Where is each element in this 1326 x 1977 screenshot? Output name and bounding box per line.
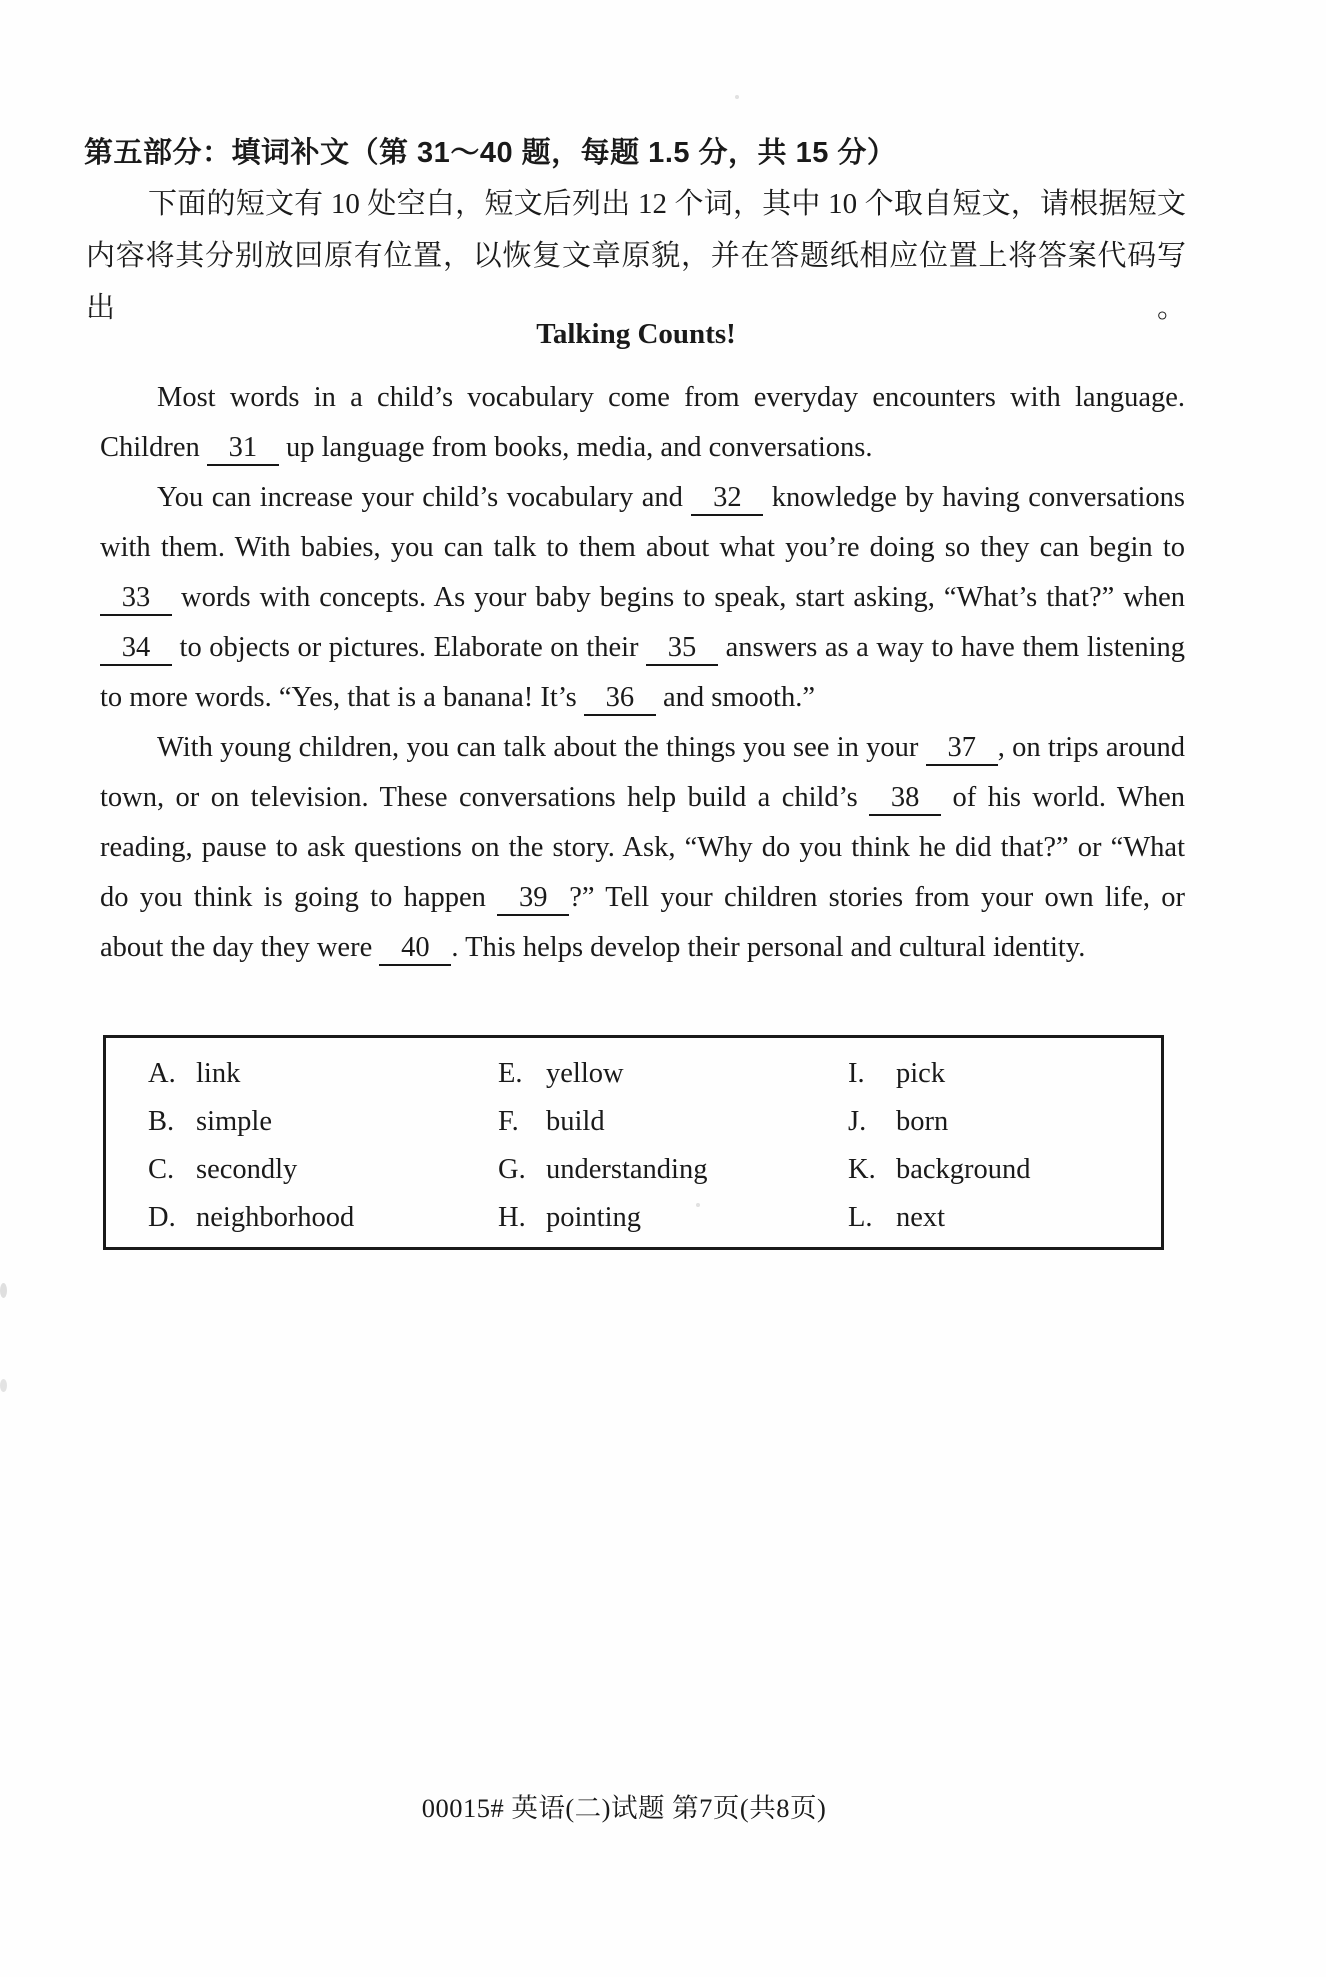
word-bank-column-1 <box>148 1050 498 1247</box>
blank-38: 38 <box>869 782 941 816</box>
passage-paragraph-1: Most words in a child’s vocabulary come from everyday encounters with language. Children 31 up language from books, media, and conversations. <box>100 373 1185 473</box>
passage <box>100 373 1185 973</box>
word-option-D <box>148 1194 498 1242</box>
word-option-E <box>498 1050 848 1098</box>
passage-paragraph-2: You can increase your child’s vocabulary and 32 knowledge by having conversations with them. With babies, you can talk to them about what you’re doing so they can begin to 33 words with concepts. As your baby begins to speak, start asking, “What’s that?” when 34 to objects or pictures. Elaborate on their 35 answers as a way to have them listening to more words. “Yes, that is a banana! It’s 36 and smooth.” <box>100 473 1185 723</box>
blank-35: 35 <box>646 632 718 666</box>
word-option-H <box>498 1194 848 1242</box>
option-word: born <box>896 1106 949 1137</box>
option-word: neighborhood <box>196 1202 355 1233</box>
blank-39: 39 <box>497 882 569 916</box>
option-letter: L. <box>848 1202 873 1233</box>
option-word: pointing <box>546 1202 642 1233</box>
blank-37: 37 <box>926 732 998 766</box>
page-footer: 00015# 英语(二)试题 第7页(共8页) <box>421 1793 827 1823</box>
option-word: understanding <box>546 1154 708 1185</box>
word-option-I <box>848 1050 1031 1098</box>
word-bank-column-2 <box>498 1050 848 1247</box>
option-letter: I. <box>848 1058 865 1089</box>
instructions <box>86 178 1186 334</box>
option-letter: F. <box>498 1106 519 1137</box>
option-letter: D. <box>148 1202 176 1233</box>
option-letter: A. <box>148 1058 176 1089</box>
option-word: next <box>896 1202 946 1233</box>
scan-artifact <box>696 1203 700 1207</box>
option-letter: H. <box>498 1202 526 1233</box>
word-option-J <box>848 1098 1031 1146</box>
word-option-A <box>148 1050 498 1098</box>
option-word: pick <box>896 1058 946 1089</box>
instructions-line-2: 内容将其分别放回原有位置，以恢复文章原貌，并在答题纸相应位置上将答案代码写出。 <box>86 240 1186 324</box>
word-option-C <box>148 1146 498 1194</box>
option-word: yellow <box>546 1058 624 1089</box>
word-bank-box <box>103 1035 1164 1250</box>
blank-34: 34 <box>100 632 172 666</box>
blank-40: 40 <box>379 932 451 966</box>
word-bank-column-3 <box>848 1050 1031 1247</box>
scan-artifact <box>0 1283 7 1298</box>
word-option-B <box>148 1098 498 1146</box>
option-word: background <box>896 1154 1031 1185</box>
option-letter: K. <box>848 1154 876 1185</box>
instructions-line-1: 下面的短文有 10 处空白，短文后列出 12 个词，其中 10 个取自短文，请根据短文 <box>148 188 1186 220</box>
blank-36: 36 <box>584 682 656 716</box>
passage-title: Talking Counts! <box>536 318 736 350</box>
word-option-F <box>498 1098 848 1146</box>
word-option-K <box>848 1146 1031 1194</box>
section-header: 第五部分：填词补文（第 31～40 题，每题 1.5 分，共 15 分） <box>84 137 897 169</box>
option-word: secondly <box>196 1154 298 1185</box>
option-letter: J. <box>848 1106 867 1137</box>
blank-31: 31 <box>207 432 279 466</box>
scan-artifact <box>0 1379 7 1392</box>
scan-artifact <box>735 95 739 99</box>
passage-paragraph-3: With young children, you can talk about the things you see in your 37 , on trips around town, or on television. These conversations help build a child’s 38 of his world. When reading, pause to ask questions on the story. Ask, “Why do you think he did that?” or “What do you think is going to happen 39 ?” Tell your children stories from your own life, or about the day they were 40 . This helps develop their personal and cultural identity. <box>100 723 1185 973</box>
option-letter: E. <box>498 1058 523 1089</box>
option-letter: B. <box>148 1106 175 1137</box>
option-word: link <box>196 1058 241 1089</box>
option-letter: G. <box>498 1154 526 1185</box>
option-word: simple <box>196 1106 272 1137</box>
word-option-G <box>498 1146 848 1194</box>
blank-33: 33 <box>100 582 172 616</box>
option-letter: C. <box>148 1154 175 1185</box>
option-word: build <box>546 1106 605 1137</box>
word-option-L <box>848 1194 1031 1242</box>
blank-32: 32 <box>691 482 763 516</box>
